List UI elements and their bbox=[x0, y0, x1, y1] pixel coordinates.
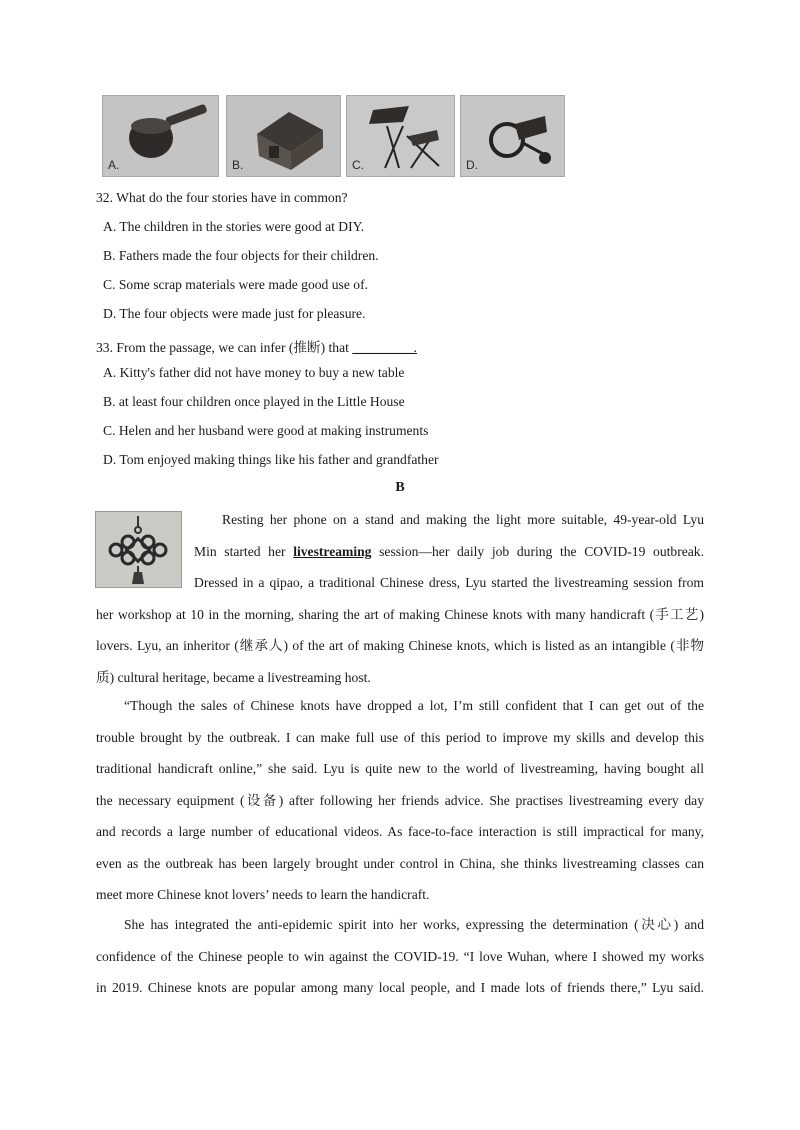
paragraph-line: trouble brought by the outbreak. I can make full use of this period to improve my skills and develop this bbox=[96, 729, 704, 745]
pot-image bbox=[103, 96, 219, 177]
text-span: Min started her bbox=[194, 543, 286, 559]
paragraph-line: confidence of the Chinese people to win against the COVID-19. “I love Wuhan, where I showed my works bbox=[96, 948, 704, 964]
section-title: B bbox=[395, 480, 405, 495]
paragraph-3 bbox=[96, 909, 704, 1004]
image-label: B. bbox=[232, 158, 244, 172]
paragraph-line: and records a large number of educational videos. As face-to-face interaction is still impractical for many, bbox=[96, 824, 704, 839]
q32-option-d[interactable]: D. The four objects were made just for pleasure. bbox=[103, 306, 366, 321]
q32-option-b[interactable]: B. Fathers made the four objects for their children. bbox=[103, 248, 379, 263]
q33-option-d[interactable]: D. Tom enjoyed making things like his father and grandfather bbox=[103, 452, 439, 467]
question-33-text: 33. From the passage, we can infer (推断) that bbox=[96, 340, 349, 355]
underlined-word: livestreaming bbox=[293, 543, 372, 559]
image-label: D. bbox=[466, 158, 478, 172]
image-option-b bbox=[226, 95, 341, 177]
paragraph-line: the necessary equipment (设备) after following her friends advice. She practises livestreaming every day bbox=[96, 792, 704, 808]
q33-option-a[interactable]: A. Kitty's father did not have money to buy a new table bbox=[103, 365, 405, 380]
image-label: A. bbox=[108, 158, 120, 172]
paragraph-line bbox=[96, 536, 704, 568]
image-option-d bbox=[460, 95, 565, 177]
q32-option-a[interactable]: A. The children in the stories were good at DIY. bbox=[103, 219, 365, 234]
paragraph-1 bbox=[96, 504, 704, 693]
q33-option-c[interactable]: C. Helen and her husband were good at making instruments bbox=[103, 423, 429, 438]
paragraph-line: traditional handicraft online,” she said. Lyu is quite new to the world of livestreaming, having bought all bbox=[96, 761, 704, 776]
paragraph-2 bbox=[96, 690, 704, 911]
paragraph-line: Resting her phone on a stand and making the light more suitable, 49-year-old Lyu bbox=[222, 512, 704, 527]
little-house-image bbox=[227, 96, 341, 177]
question-33 bbox=[96, 336, 417, 356]
image-label: C. bbox=[352, 158, 364, 172]
paragraph-line: in 2019. Chinese knots are popular among many local people, and I made lots of friends there,” Lyu said. bbox=[96, 980, 704, 995]
image-option-a bbox=[102, 95, 219, 177]
paragraph-line: lovers. Lyu, an inheritor (继承人) of the art of making Chinese knots, which is listed as an intangible (非物 bbox=[96, 638, 704, 653]
paragraph-line: even as the outbreak has been largely brought under control in China, she thinks livestreaming classes can bbox=[96, 855, 704, 871]
text-span: session—her daily job during the COVID-19 outbreak. bbox=[379, 543, 705, 559]
question-32: 32. What do the four stories have in common? bbox=[96, 190, 348, 205]
q33-option-b[interactable]: B. at least four children once played in the Little House bbox=[103, 394, 405, 409]
q32-option-c[interactable]: C. Some scrap materials were made good use of. bbox=[103, 277, 368, 292]
paragraph-line: “Though the sales of Chinese knots have dropped a lot, I’m still confident that I can get out of the bbox=[124, 698, 704, 713]
paragraph-line: 质) cultural heritage, became a livestreaming host. bbox=[96, 669, 371, 685]
image-option-c bbox=[346, 95, 455, 177]
paragraph-line: meet more Chinese knot lovers’ needs to learn the handicraft. bbox=[96, 887, 430, 902]
paragraph-line: her workshop at 10 in the morning, sharing the art of making Chinese knots with many handicraft (手工艺) bbox=[96, 606, 704, 622]
paragraph-line: Dressed in a qipao, a traditional Chinese dress, Lyu started the livestreaming session from bbox=[194, 575, 704, 590]
paragraph-line: She has integrated the anti-epidemic spirit into her works, expressing the determination (决心) and bbox=[124, 917, 704, 932]
answer-blank: _________. bbox=[352, 340, 417, 355]
